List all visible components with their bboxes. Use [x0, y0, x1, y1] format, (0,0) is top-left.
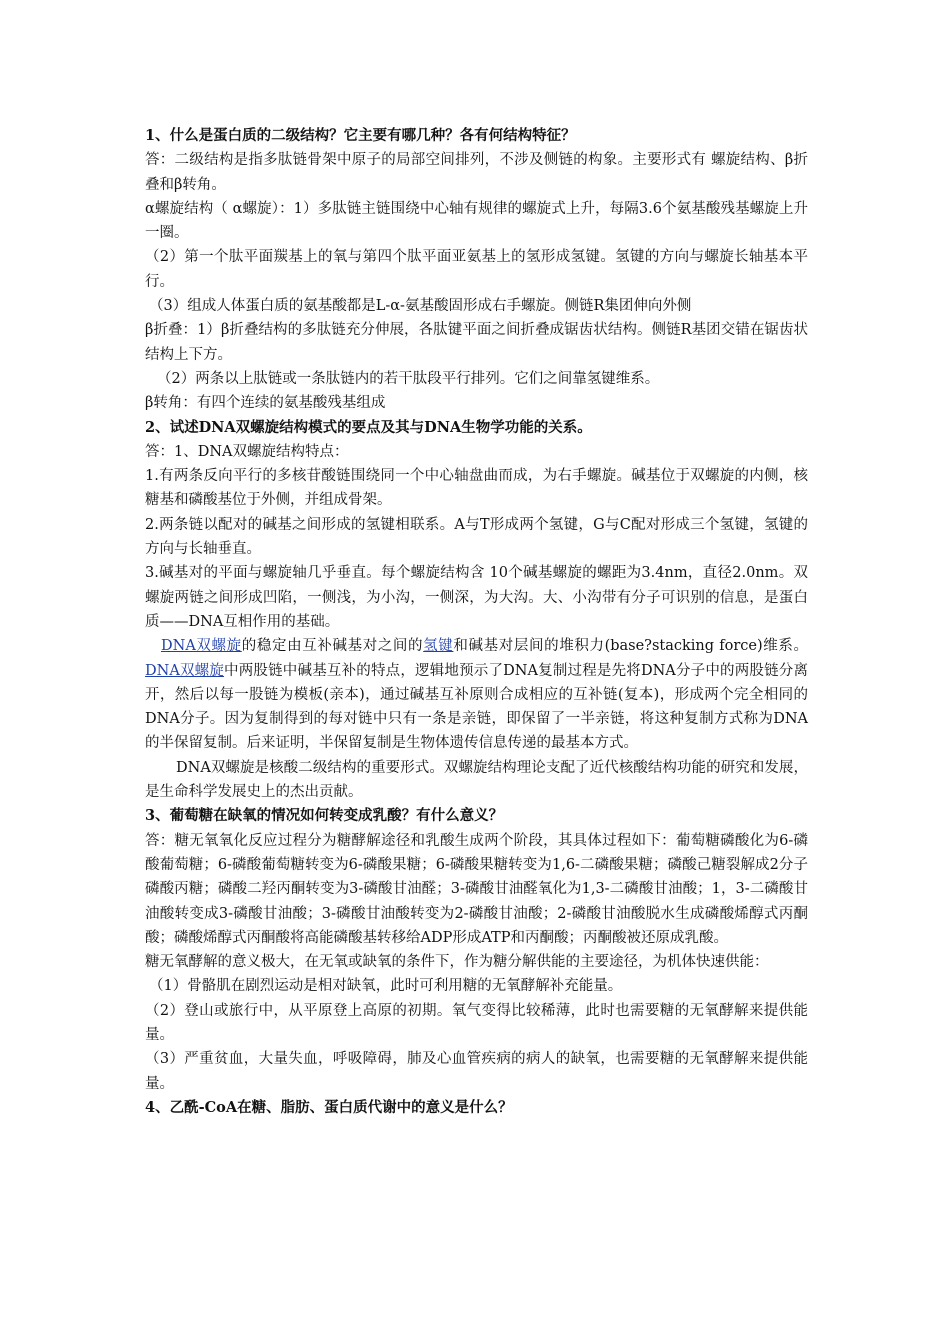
beta-sheet-point-1: β折叠：1）β折叠结构的多肽链充分伸展，各肽键平面之间折叠成锯齿状结构。侧链R基团交错在锯齿状结构上下方。	[145, 322, 808, 363]
question-3-answer: 答：糖无氧氧化反应过程分为糖酵解途径和乳酸生成两个阶段，其具体过程如下：葡萄糖磷酸化为6-磷酸葡萄糖；6-磷酸葡萄糖转变为6-磷酸果糖；6-磷酸果糖转变为1,6-二磷酸果糖；磷酸己糖裂解成2分子磷酸丙糖；磷酸二羟丙酮转变为3-磷酸甘油醛；3-磷酸甘油醛氧化为1,3-二磷酸甘油酸；1，3-二磷酸甘油酸转变成3-磷酸甘油酸；3-磷酸甘油酸转变为2-磷酸甘油酸；2-磷酸甘油酸脱水生成磷酸烯醇式丙酮酸；磷酸烯醇式丙酮酸将高能磷酸基转移给ADP形成ATP和丙酮酸；丙酮酸被还原成乳酸。	[145, 832, 808, 946]
question-3-title: 3、葡萄糖在缺氧的情况如何转变成乳酸？有什么意义？	[145, 807, 504, 825]
glycolysis-meaning: 糖无氧酵解的意义极大，在无氧或缺氧的条件下，作为糖分解供能的主要途径，为机体快速供能：	[145, 954, 769, 971]
dna-feature-1: 1.有两条反向平行的多核苷酸链围绕同一个中心轴盘曲而成，为右手螺旋。碱基位于双螺旋的内侧，核糖基和磷酸基位于外侧，并组成骨架。	[145, 468, 808, 509]
dna-feature-3: 3.碱基对的平面与螺旋轴几乎垂直。每个螺旋结构含 10个碱基螺旋的螺距为3.4nm，直径2.0nm。双螺旋两链之间形成凹陷，一侧浅，为小沟，一侧深，为大沟。大、小沟带有分子可识别的信息，是蛋白质——DNA互相作用的基础。	[145, 565, 808, 630]
dna-feature-2: 2.两条链以配对的碱基之间形成的氢键相联系。A与T形成两个氢键，G与C配对形成三个氢键，氢键的方向与长轴垂直。	[145, 516, 808, 558]
dna-significance-paragraph: DNA双螺旋是核酸二级结构的重要形式。双螺旋结构理论支配了近代核酸结构功能的研究和发展，是生命科学发展史上的杰出贡献。	[145, 759, 808, 801]
alpha-helix-point-1: α螺旋结构（ α螺旋）：1）多肽链主链围绕中心轴有规律的螺旋式上升，每隔3.6个氨基酸残基螺旋上升一圈。	[145, 200, 808, 242]
glycolysis-meaning-3: （3）严重贫血，大量失血，呼吸障碍，肺及心血管疾病的病人的缺氧，也需要糖的无氧酵解来提供能量。	[145, 1051, 808, 1092]
question-2-answer: 答：1、DNA双螺旋结构特点：	[145, 443, 349, 460]
alpha-helix-point-2: （2）第一个肽平面羰基上的氧与第四个肽平面亚氨基上的氢形成氢键。氢键的方向与螺旋长轴基本平行。	[145, 249, 808, 290]
dna-double-helix-link-2[interactable]: DNA双螺旋	[145, 662, 225, 679]
dna-stability-paragraph: DNA双螺旋的稳定由互补碱基对之间的氢键和碱基对层间的堆积力(base?stacking force)维系。DNA双螺旋中两股链中碱基互补的特点，逻辑地预示了DNA复制过程是先将DNA分子中的两股链分离开，然后以每一股链为模板(亲本)，通过碱基互补原则合成相应的互补链(复本)，形成两个完全相同的DNA分子。因为复制得到的每对链中只有一条是亲链，即保留了一半亲链，将这种复制方式称为DNA的半保留复制。后来证明，半保留复制是生物体遗传信息传递的最基本方式。	[145, 638, 808, 752]
question-1-title: 1、什么是蛋白质的二级结构？它主要有哪几种？各有何结构特征？	[145, 127, 576, 144]
document-page	[145, 124, 808, 1120]
question-1-answer: 答：二级结构是指多肽链骨架中原子的局部空间排列，不涉及侧链的构象。主要形式有 螺旋结构、β折叠和β转角。	[145, 152, 808, 193]
question-4-title: 4、乙酰-CoA在糖、脂肪、蛋白质代谢中的意义是什么？	[145, 1098, 513, 1116]
question-2-title: 2、试述DNA双螺旋结构模式的要点及其与DNA生物学功能的关系。	[145, 418, 592, 436]
beta-sheet-point-2: （2）两条以上肽链或一条肽链内的若干肽段平行排列。它们之间靠氢键维系。	[157, 370, 660, 387]
dna-double-helix-link[interactable]: DNA双螺旋	[161, 638, 242, 655]
glycolysis-meaning-2: （2）登山或旅行中，从平原登上高原的初期。氧气变得比较稀薄，此时也需要糖的无氧酵解来提供能量。	[145, 1002, 808, 1043]
alpha-helix-point-3: （3）组成人体蛋白质的氨基酸都是L-α-氨基酸固形成右手螺旋。侧链R集团伸向外侧	[149, 298, 692, 315]
hydrogen-bond-link[interactable]: 氢键	[423, 638, 454, 655]
glycolysis-meaning-1: （1）骨骼肌在剧烈运动是相对缺氧，此时可利用糖的无氧酵解补充能量。	[149, 978, 623, 995]
beta-turn: β转角：有四个连续的氨基酸残基组成	[145, 395, 386, 412]
